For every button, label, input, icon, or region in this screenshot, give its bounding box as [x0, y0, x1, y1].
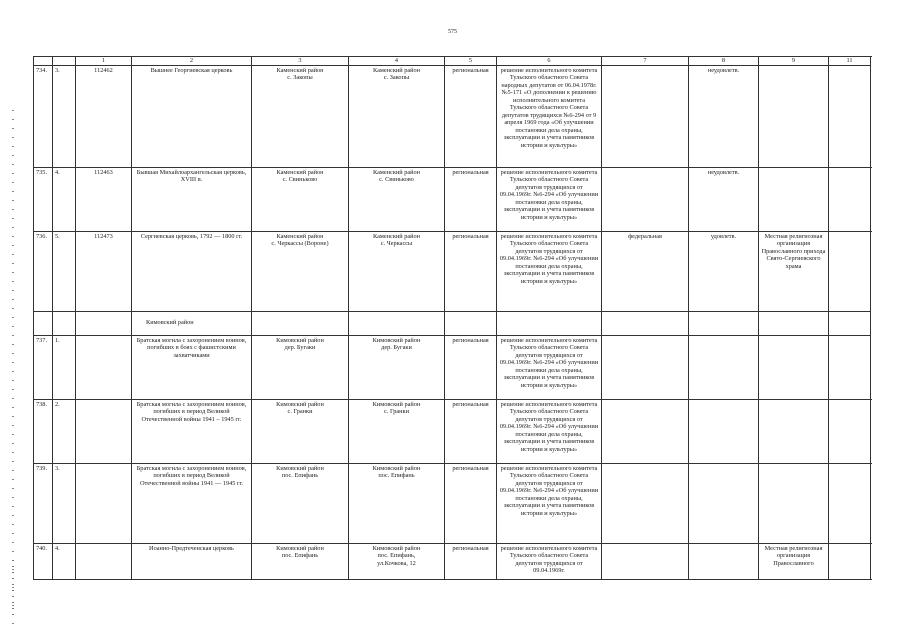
cell-no: 736.: [34, 231, 53, 311]
cell-c6: решение исполнительного комитета Тульского областного Совета народных депутатов от 06.04.1978г. №5-171 «О дополнении к решению исполнительного комитета Тульского областного Совета депутатов трудящихся №6-294 от 9 апреля 1969 года «Об улучшении постановки дела охраны, эксплуатации и учета памятников истории и культуры»: [497, 65, 602, 167]
cell-c9: Местная религиозная организация Православного прихода Свято-Сергиевского храма: [759, 231, 829, 311]
table-row: [34, 65, 871, 167]
cell-c3: Кимовский район дер. Бугаки: [252, 335, 349, 399]
cell-sub: 5.: [53, 231, 76, 311]
cell-c9: [759, 463, 829, 543]
cell-c6: решение исполнительного комитета Тульского областного Совета депутатов трудящихся от 09.04.1969г. №6-294 «Об улучшении постановки дела охраны, эксплуатации и учета памятников истории и культуры»: [497, 463, 602, 543]
row-subnumber-cell: [53, 311, 76, 335]
cell-c4: Кимовский район пос. Епифань: [349, 463, 445, 543]
cell-c4: Каменский район с. Черкассы: [349, 231, 445, 311]
cell-sub: 3.: [53, 463, 76, 543]
empty-cell: [689, 311, 759, 335]
cell-c10: [829, 335, 871, 399]
cell-c1: 112462: [76, 65, 132, 167]
cell-no: 738.: [34, 399, 53, 463]
cell-c7: [602, 167, 689, 231]
cell-c8: неудовлетв.: [689, 167, 759, 231]
cell-c6: решение исполнительного комитета Тульского областного Совета депутатов трудящихся от 09.04.1969г. №6-294 «Об улучшении постановки дела охраны, эксплуатации и учета памятников истории и культуры»: [497, 231, 602, 311]
cell-c8: неудовлетв.: [689, 65, 759, 167]
cell-c10: [829, 167, 871, 231]
cell-c5: региональная: [445, 335, 497, 399]
cell-c1: [76, 543, 132, 579]
cell-c7: [602, 543, 689, 579]
empty-cell: [349, 311, 445, 335]
cell-c9: [759, 399, 829, 463]
column-header: 4: [349, 57, 445, 66]
cell-sub: 4.: [53, 167, 76, 231]
cell-c10: [829, 543, 871, 579]
cell-c1: [76, 399, 132, 463]
empty-cell: [829, 311, 871, 335]
cell-c2: Сергиевская церковь, 1792 — 1800 гг.: [132, 231, 252, 311]
column-header: 3: [252, 57, 349, 66]
cell-c10: [829, 231, 871, 311]
table-row: [34, 463, 871, 543]
column-header: 1: [76, 57, 132, 66]
table-row: [34, 167, 871, 231]
cell-c2: Братская могила с захоронением воинов, погибших в период Великой Отечественной войны 1941 — 1945 гг.: [132, 463, 252, 543]
cell-c10: [829, 463, 871, 543]
cell-c9: Местная религиозная организация Православного: [759, 543, 829, 579]
row-number-cell: [34, 311, 53, 335]
table-row: [34, 335, 871, 399]
heritage-register-table: [33, 56, 871, 580]
cell-c6: решение исполнительного комитета Тульского областного Совета депутатов трудящихся от 09.04.1969г. №6-294 «Об улучшении постановки дела охраны, эксплуатации и учета памятников истории и культуры»: [497, 399, 602, 463]
cell-c2: Иоанно-Предтеченская церковь: [132, 543, 252, 579]
table-row: [34, 231, 871, 311]
cell-c3: Каменский район с. Черкассы (Вороне): [252, 231, 349, 311]
cell-c8: удовлетв.: [689, 231, 759, 311]
cell-c4: Кимовский район дер. Бугаки: [349, 335, 445, 399]
district-heading: Кимовский район: [132, 311, 252, 335]
column-header: 8: [689, 57, 759, 66]
scan-edge-marks-lower: [12, 560, 14, 620]
cell-c6: решение исполнительного комитета Тульского областного Совета депутатов трудящихся от 09.04.1969г. №6-294 «Об улучшении постановки дела охраны, эксплуатации и учета памятников истории и культуры»: [497, 167, 602, 231]
cell-c1: 112463: [76, 167, 132, 231]
cell-c6: решение исполнительного комитета Тульского областного Совета депутатов трудящихся от 09.04.1969г.: [497, 543, 602, 579]
empty-cell: [252, 311, 349, 335]
cell-c1: [76, 463, 132, 543]
table-row: [34, 543, 871, 579]
row-reg-cell: [76, 311, 132, 335]
cell-c3: Кимовский район с. Гранки: [252, 399, 349, 463]
cell-c8: [689, 399, 759, 463]
cell-c8: [689, 335, 759, 399]
page-number: 575: [448, 29, 457, 35]
cell-c7: федеральная: [602, 231, 689, 311]
cell-c2: Братская могила с захоронением воинов, погибших в боях с фашистскими захватчиками: [132, 335, 252, 399]
cell-no: 737.: [34, 335, 53, 399]
cell-c2: Бывшая Михайлоархангельская церковь, XVIII в.: [132, 167, 252, 231]
cell-c6: решение исполнительного комитета Тульского областного Совета депутатов трудящихся от 09.04.1969г. №6-294 «Об улучшении постановки дела охраны, эксплуатации и учета памятников истории и культуры»: [497, 335, 602, 399]
cell-no: 739.: [34, 463, 53, 543]
column-header: 11: [829, 57, 871, 66]
column-header: 7: [602, 57, 689, 66]
cell-c5: региональная: [445, 231, 497, 311]
column-header: 5: [445, 57, 497, 66]
column-header: [34, 57, 53, 66]
cell-c5: региональная: [445, 543, 497, 579]
cell-c3: Каменский район с. Свиньково: [252, 167, 349, 231]
cell-c7: [602, 463, 689, 543]
cell-c5: региональная: [445, 399, 497, 463]
cell-c9: [759, 65, 829, 167]
cell-c5: региональная: [445, 65, 497, 167]
empty-cell: [602, 311, 689, 335]
cell-c4: Кимовский район пос. Епифань, ул.Кочкова, 12: [349, 543, 445, 579]
column-header: 6: [497, 57, 602, 66]
scan-edge-marks: [12, 110, 14, 630]
cell-c7: [602, 399, 689, 463]
cell-no: 740.: [34, 543, 53, 579]
cell-c3: Каменский район с. Закопы: [252, 65, 349, 167]
cell-c3: Кимовский район пос. Епифань: [252, 463, 349, 543]
cell-c10: [829, 399, 871, 463]
cell-no: 735.: [34, 167, 53, 231]
empty-cell: [445, 311, 497, 335]
cell-sub: 2.: [53, 399, 76, 463]
cell-c8: [689, 463, 759, 543]
column-header: [53, 57, 76, 66]
cell-c4: Кимовский район с. Гранки: [349, 399, 445, 463]
cell-c2: Братская могила с захоронением воинов, погибших в период Великой Отечественной войны 1941 – 1945 гг.: [132, 399, 252, 463]
empty-cell: [497, 311, 602, 335]
cell-c7: [602, 65, 689, 167]
cell-c3: Кимовский район пос. Епифань: [252, 543, 349, 579]
cell-c9: [759, 167, 829, 231]
cell-no: 734.: [34, 65, 53, 167]
column-header: 2: [132, 57, 252, 66]
cell-sub: 4.: [53, 543, 76, 579]
section-row: [34, 311, 871, 335]
cell-c9: [759, 335, 829, 399]
cell-sub: 3.: [53, 65, 76, 167]
empty-cell: [759, 311, 829, 335]
column-header: 9: [759, 57, 829, 66]
cell-c5: региональная: [445, 463, 497, 543]
cell-c1: [76, 335, 132, 399]
table-row: [34, 399, 871, 463]
cell-sub: 1.: [53, 335, 76, 399]
header-row: [34, 57, 871, 66]
cell-c2: Вышнее Георгиевская церковь: [132, 65, 252, 167]
cell-c4: Каменский район с. Свиньково: [349, 167, 445, 231]
cell-c10: [829, 65, 871, 167]
cell-c7: [602, 335, 689, 399]
cell-c4: Каменский район с. Закопы: [349, 65, 445, 167]
cell-c5: региональная: [445, 167, 497, 231]
cell-c8: [689, 543, 759, 579]
cell-c1: 112473: [76, 231, 132, 311]
